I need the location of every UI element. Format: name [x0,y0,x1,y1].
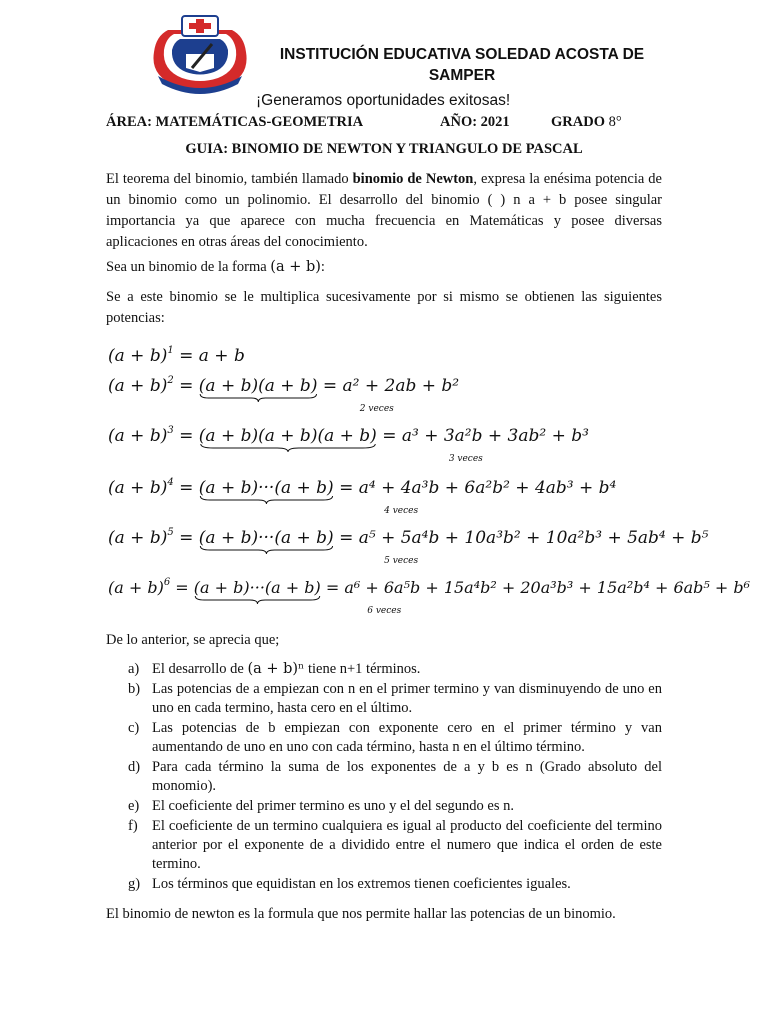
equation-power-1: $(a + b)^1 = a + b$ [108,345,245,366]
binomial-form-math: (a + b) [270,259,321,275]
observations-intro: De lo anterior, se aprecia que; [106,632,280,648]
list-item: e) El coeficiente del primer termino es uno y el del segundo es n. [128,798,514,814]
subject-area: ÁREA: MATEMÁTICAS-GEOMETRIA [106,114,364,130]
list-item: d) Para cada término la suma de los exponentes de a y b es n (Grado absoluto del monomio). [128,759,662,794]
list-item: g) Los términos que equidistan en los extremos tienen coeficientes iguales. [128,876,571,892]
list-item: a) El desarrollo de (a + b)ⁿ tiene n+1 términos. [128,661,421,677]
institution-name: INSTITUCIÓN EDUCATIVA SOLEDAD ACOSTA DE SAMPER [279,46,645,84]
equation-power-2: $(a + b)^2 = (a + b)(a + b)$ 2 veces = a² + 2ab + b² [108,375,460,414]
brace-label: 4 veces [384,506,419,516]
observations-list [128,660,662,895]
slogan: ¡Generamos oportunidades exitosas! [256,92,511,109]
multiplication-sentence: Se a este binomio se le multiplica sucesivamente por si mismo se obtienen las siguientes potencias: [106,289,662,326]
equation-power-5: $(a + b)^5 = (a + b)\cdot\cdot\cdot(a + b)$ 5 veces = a⁵ + 5a⁴b + 10a³b² + 10a²b³ + 5ab⁴ + b⁵ [108,527,709,566]
observation-math: (a + b)ⁿ [247,661,305,677]
binomial-form-sentence: Sea un binomio de la forma (a + b): [106,259,325,275]
school-year: AÑO: 2021 [440,114,510,130]
grade-value: 8° [608,114,622,130]
equation-power-4: $(a + b)^4 = (a + b)\cdot\cdot\cdot(a + b)$ 4 veces = a⁴ + 4a³b + 6a²b² + 4ab³ + b⁴ [108,477,617,516]
closing-sentence: El binomio de newton es la formula que nos permite hallar las potencias de un binomio. [106,906,616,922]
equation-power-3: $(a + b)^3 = (a + b)(a + b)(a + b)$ 3 veces = a³ + 3a²b + 3ab² + b³ [108,425,589,464]
brace-label: 2 veces [359,404,394,414]
brace-label: 6 veces [367,606,402,616]
grade [551,114,622,131]
list-item: b) Las potencias de a empiezan con n en el primer termino y van disminuyendo de uno en uno en cada termino, hasta cero en el último. [128,681,662,716]
grade-label: GRADO [551,114,605,130]
list-item: c) Las potencias de b empiezan con exponente cero en el primer término y van aumentando de uno en uno con cada término, hasta n en el último término. [128,720,662,755]
intro-paragraph: El teorema del binomio, también llamado binomio de Newton, expresa la enésima potencia de un binomio como un polinomio. El desarrollo del binomio ( ) n a + b posee singular importancia ya que aparece con mucha frecuencia en Matemáticas y posee diversas aplicaciones en otras áreas del conocimiento. [106,171,662,250]
school-logo [146,14,254,94]
list-item: f) El coeficiente de un termino cualquiera es igual al producto del coeficiente del termino anterior por el exponente de a dividido entre el numero que indica el orden de este termino. [128,818,662,872]
brace-label: 5 veces [384,556,419,566]
brace-label: 3 veces [448,454,483,464]
intro-bold-term: binomio de Newton [352,171,474,187]
guide-title: GUIA: BINOMIO DE NEWTON Y TRIANGULO DE PASCAL [185,141,583,157]
equation-power-6: $(a + b)^6 = (a + b)\cdot\cdot\cdot(a + b)$ 6 veces = a⁶ + 6a⁵b + 15a⁴b² + 20a³b³ + 15a²b⁴ + 6ab⁵ + b⁶ [108,577,751,616]
